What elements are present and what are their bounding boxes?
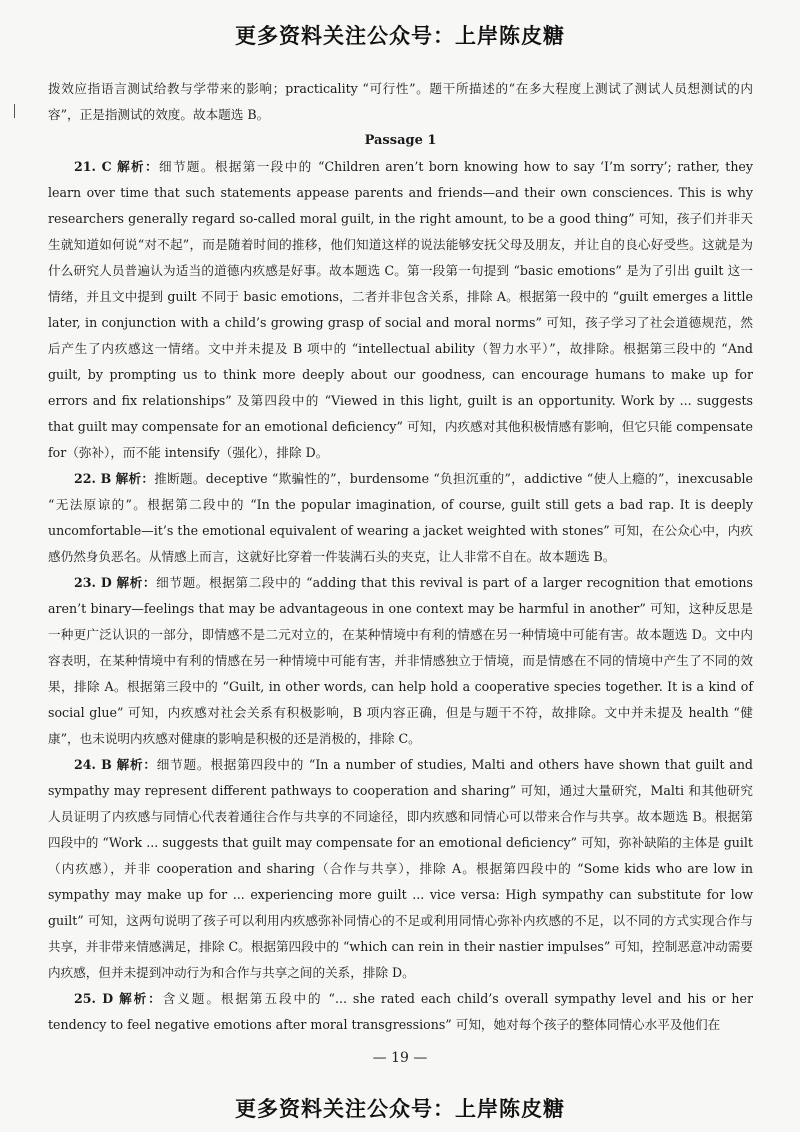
answer-number: 24. B [74,757,112,772]
answer-label: 解析： [116,757,157,772]
answer-number: 25. D [74,991,114,1006]
answer-text: 细节题。根据第四段中的 “In a number of studies, Malti and others have shown that guilt and sympathy may represent different pathways to cooperation and sharing” 可知，通过大量研究，Malti 和其他研究人员证明了内疚感与同情心代表着通往合作与共享的不同途径，即内疚感和同情心可以带来合作与共享。故本题选 B。根据第四段中的 “Work ... suggests that guilt may compensate for an emotional deficiency” 可知，弥补缺陷的主体是 guilt（内疚感），并非 cooperation and sharing（合作与共享），排除 A。根据第四段中的 “Some kids who are low in sympathy may make up for ... experiencing more guilt ... vice versa: High sympathy can substitute for low guilt” 可知，这两句说明了孩子可以利用内疚感弥补同情心的不足或利用同情心弥补内疚感的不足，以不同的方式实现合作与共享，并非带来情感满足，排除 C。根据第四段中的 “which can rein in their nastier impulses” 可知，控制恶意冲动需要内疚感，但并未提到冲动行为和合作与共享之间的关系，排除 D。 [48,757,753,980]
answer-22 [48,466,753,570]
page-number: — 19 — [372,1050,428,1066]
footer-banner: 更多资料关注公众号：上岸陈皮糖 [235,1097,565,1121]
answer-number: 22. B [74,471,112,486]
answer-21 [48,154,753,466]
answer-label: 解析： [115,471,155,486]
passage-title: Passage 1 [364,133,437,148]
answer-text: 推断题。deceptive “欺骗性的”，burdensome “负担沉重的”，addictive “使人上瘾的”，inexcusable “无法原谅的”。根据第二段中的 “In the popular imagination, of course, guilt still gets a bad rap. It is deeply uncomfortable—it’s the emotional equivalent of wearing a jacket weighted with stones” 可知，在公众心中，内疚感仍然身负恶名。从情感上而言，这就好比穿着一件装满石头的夹克，让人非常不自在。故本题选 B。 [48,471,753,564]
intro-paragraph: 拨效应指语言测试给教与学带来的影响；practicality “可行性”。题干所描述的“在多大程度上测试了测试人员想测试的内容”，正是指测试的效度。故本题选 B。 [48,81,753,122]
margin-mark [14,104,15,118]
answer-text: 细节题。根据第一段中的 “Children aren’t born knowing how to say ‘I’m sorry’; rather, they learn over time that such statements appease parents and friends—and their own consciences. This is why researchers generally regard so-called moral guilt, in the right amount, to be a good thing” 可知，孩子们并非天生就知道如何说“对不起”，而是随着时间的推移，他们知道这样的说法能够安抚父母及朋友，并让自的良心好受些。这就是为什么研究人员普遍认为适当的道德内疚感是好事。故本题选 C。第一段第一句提到 “basic emotions” 是为了引出 guilt 这一情绪，并且文中提到 guilt 不同于 basic emotions，二者并非包含关系，排除 A。根据第一段中的 “guilt emerges a little later, in conjunction with a child’s growing grasp of social and moral norms” 可知，孩子学习了社会道德规范，然后产生了内疚感这一情绪。文中并未提及 B 项中的 “intellectual ability（智力水平）”，故排除。根据第三段中的 “And guilt, by prompting us to think more deeply about our goodness, can encourage humans to make up for errors and fix relationships” 及第四段中的 “Viewed in this light, guilt is an opportunity. Work by ... suggests that guilt may compensate for an emotional deficiency” 可知，内疚感对其他积极情感有影响，但它只能 compensate for（弥补），而不能 intensify（强化），排除 D。 [48,159,754,460]
answer-number: 21. C [74,159,112,174]
answer-text: 细节题。根据第二段中的 “adding that this revival is part of a larger recognition that emotions aren’t binary—feelings that may be advantageous in one context may be harmful in another” 可知，这种反思是一种更广泛认识的一部分，即情感不是二元对立的，在某种情境中有利的情感在另一种情境中可能有害。故本题选 D。文中内容表明，在某种情境中有利的情感在另一种情境中可能有害，并非情感独立于情境，而是情感在不同的情境中产生了不同的效果，排除 A。根据第三段中的 “Guilt, in other words, can help hold a cooperative species together. It is a kind of social glue” 可知，内疚感对社会关系有积极影响，B 项内容正确，但是与题干不符，故排除。文中并未提及 health “健康”，也未说明内疚感对健康的影响是积极的还是消极的，排除 C。 [48,575,754,746]
answer-25 [48,986,753,1038]
answer-label: 解析： [117,159,159,174]
document-body [48,76,753,1038]
answer-23 [48,570,753,752]
answer-label: 解析： [119,991,163,1006]
answer-24 [48,752,753,986]
answer-text: 含义题。根据第五段中的 “... she rated each child’s overall sympathy level and his or her tendency to feel negative emotions after moral transgressions” 可知，她对每个孩子的整体同情心水平及他们在 [48,991,753,1032]
answer-label: 解析： [116,575,157,590]
answer-number: 23. D [74,575,112,590]
header-banner: 更多资料关注公众号：上岸陈皮糖 [235,24,565,48]
